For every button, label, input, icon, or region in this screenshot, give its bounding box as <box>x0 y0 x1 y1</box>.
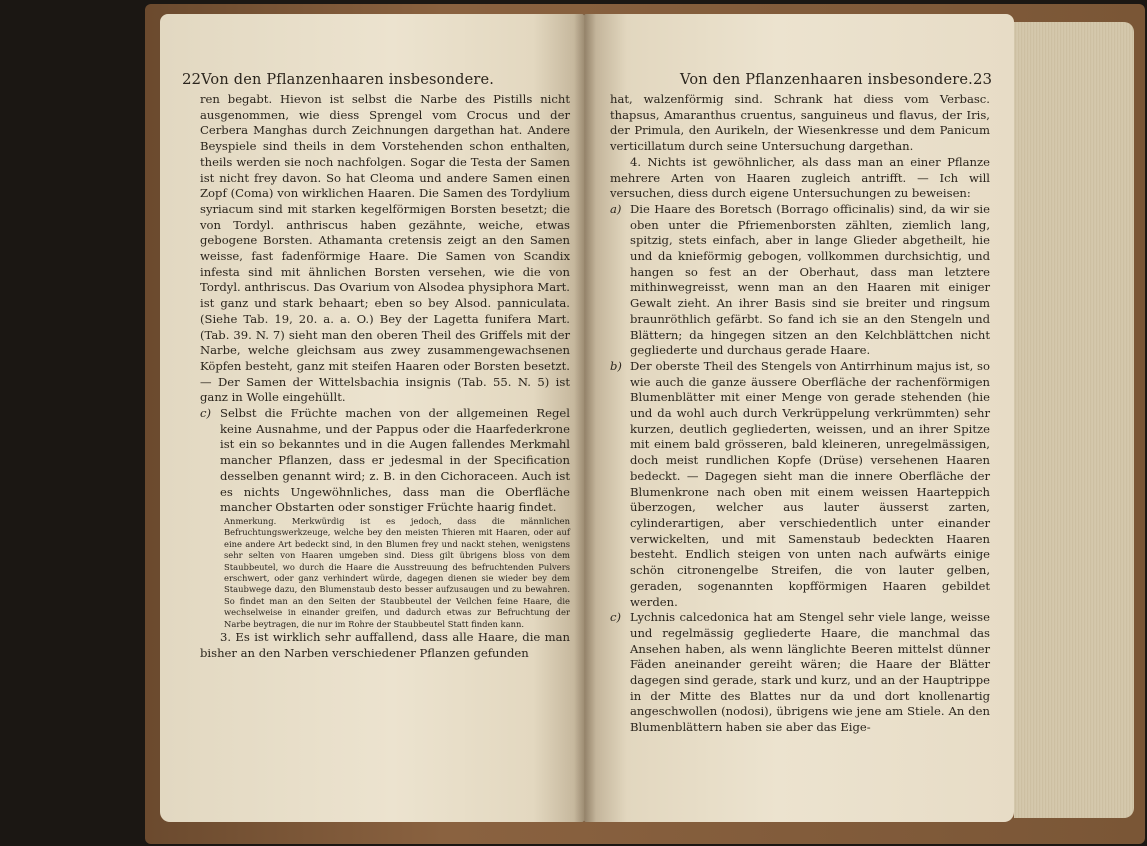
right-list-marker-b: b) <box>610 358 622 373</box>
left-paragraph-3: 3. Es ist wirklich sehr auffallend, dass alle Haare, die man bisher an den Narben verschiedener Pflanzen gefunden <box>200 630 570 660</box>
left-body-text <box>200 92 570 661</box>
right-list-item-b <box>610 359 990 610</box>
right-page-number: 23 <box>973 70 993 88</box>
right-list-item-c <box>610 610 990 736</box>
left-list-item-c <box>200 406 570 516</box>
right-paragraph-4: 4. Nichts ist gewöhnlicher, als dass man an einer Pflanze mehrere Arten von Haaren zugleich antrifft. — Ich will versuchen, diess durch eigene Untersuchungen zu beweisen: <box>610 154 990 201</box>
right-running-title: Von den Pflanzenhaaren insbesondere. <box>680 72 973 88</box>
right-list-text-a: Die Haare des Boretsch (Borrago officinalis) sind, da wir sie oben unter die Pfriemenborsten zählten, ziemlich lang, spitzig, stets einfach, aber in lange Glieder abgetheilt, hie und da knieförmig gebogen, vollkommen durchsichtig, und hangen so fest an der Oberhaut, dass man letztere mithinwegreisst, wenn man an den Haaren mit einiger Gewalt zieht. An ihrer Basis sind sie breiter und ringsum braunröthlich gefärbt. So fand ich sie an den Stengeln und Blättern; da hingegen sitzen an den Kelchblättchen nicht gegliederte und durchaus gerade Haare. <box>630 201 990 358</box>
left-page <box>160 14 584 822</box>
left-running-head <box>182 70 570 88</box>
left-footnote-anmerkung: Anmerkung. Merkwürdig ist es jedoch, dass die männlichen Befruchtungswerkzeuge, welche bey den meisten Thieren mit Haaren, oder auf eine andere Art bedeckt sind, in den Blumen frey und nackt stehen, wenigstens sehr selten von Haaren umgeben sind. Diess gilt übrigens bloss von dem Staubbeutel, wo durch die Haare die Ausstreuung des befruchtenden Pulvers erschwert, oder ganz verhindert würde, dagegen dienen sie wieder bey dem Staubwege dazu, den Blumenstaub desto besser aufzusaugen und zu bewahren. So findet man an den Seiten der Staubbeutel der Veilchen feine Haare, die wechselweise in einander greifen, und dadurch etwas zur Befruchtung der Narbe beytragen, die nur im Rohre der Staubbeutel Statt finden kann. <box>224 515 570 629</box>
left-page-number: 22 <box>182 70 202 88</box>
book-gutter <box>574 14 596 822</box>
right-paragraph-1: hat, walzenförmig sind. Schrank hat diess vom Verbasc. thapsus, Amaranthus cruentus, sanguineus und flavus, der Iris, der Primula, den Aurikeln, der Wiesenkresse und dem Panicum verticillatum durch seine Untersuchung dargethan. <box>610 92 990 154</box>
left-running-title: Von den Pflanzenhaaren insbesondere. <box>201 72 495 88</box>
left-paragraph-1: ren begabt. Hievon ist selbst die Narbe des Pistills nicht ausgenommen, wie diess Sprengel vom Crocus und der Cerbera Manghas durch Zeichnungen dargethan hat. Andere Beyspiele sind theils in dem Vorstehenden schon enthalten, theils werden sie noch nachfolgen. Sogar die Testa der Samen ist nicht frey davon. So hat Cleoma und andere Samen einen Zopf (Coma) von wirklichen Haaren. Die Samen des Tordylium syriacum sind mit starken kegelförmigen Borsten besetzt; die von Tordyl. anthriscus haben gezähnte, weiche, etwas gebogene Borsten. Athamanta cretensis zeigt an den Samen weisse, fast fadenförmige Haare. Die Samen von Scandix infesta sind mit ähnlichen Borsten versehen, wie die von Tordyl. anthriscus. Das Ovarium von Alsodea physiphora Mart. ist ganz und stark behaart; eben so bey Alsod. panniculata. (Siehe Tab. 19, 20. a. a. O.) Bey der Lagetta funifera Mart. (Tab. 39. N. 7) sieht man den oberen Theil des Griffels mit der Narbe, welche gleichsam aus zwey zusammengewachsenen Köpfen besteht, ganz mit steifen Haaren oder Borsten besetzt. — Der Samen der Wittelsbachia insignis (Tab. 55. N. 5) ist ganz in Wolle eingehüllt. <box>200 92 570 405</box>
right-list-marker-a: a) <box>610 201 622 216</box>
right-running-head <box>610 70 993 88</box>
right-body-text <box>610 92 990 736</box>
right-page <box>584 14 1014 822</box>
left-list-text-c: Selbst die Früchte machen von der allgemeinen Regel keine Ausnahme, und der Pappus oder die Haarfederkrone ist ein so bekanntes und in die Augen fallendes Merkmahl mancher Pflanzen, dass er jedesmal in der Specification desselben genannt wird; z. B. in den Cichoraceen. Auch ist es nichts Ungewöhnliches, dass man die Oberfläche mancher Obstarten oder sonstiger Früchte haarig findet. <box>220 406 570 515</box>
page-fore-edge <box>1014 22 1134 818</box>
right-list-marker-c: c) <box>610 610 622 625</box>
right-list-text-c: Lychnis calcedonica hat am Stengel sehr viele lange, weisse und regelmässig gegliederte Haare, die manchmal das Ansehen haben, als wenn länglichte Beeren mittelst dünner Fäden aneinander gereiht wären; die Haare der Blätter dagegen sind gerade, stark und kurz, und an der Hauptrippe in der Mitte des Blattes nur da und dort knollenartig angeschwollen (nodosi), übrigens wie jene am Stiele. An den Blumenblättern haben sie aber das Eige- <box>630 610 990 735</box>
right-list-item-a <box>610 202 990 359</box>
right-list-text-b: Der oberste Theil des Stengels von Antirrhinum majus ist, so wie auch die ganze äussere Oberfläche der rachenförmigen Blumenblätter mit einer Menge von gerade stehenden (hie und da wohl auch durch Verkrüppelung verkrümmten) sehr kurzen, deutlich gegliederten, weissen, und an ihrer Spitze mit einem bald grösseren, bald kleineren, unregelmässigen, doch meist rundlichen Kopfe (Drüse) versehenen Haaren bedeckt. — Dagegen sieht man die innere Oberfläche der Blumenkrone nach oben mit einem weissen Haarteppich überzogen, welcher aus lauter äusserst zarten, cylinderartigen, aber verschiedentlich unter einander verwickelten, und mit Samenstaub bedeckten Haaren besteht. Endlich steigen von unten nach aufwärts einige schön citronengelbe Streifen, die von lauter gelben, geraden, sogenannten kopfförmigen Haaren gebildet werden. <box>630 358 990 609</box>
left-list-marker-c: c) <box>200 406 212 421</box>
